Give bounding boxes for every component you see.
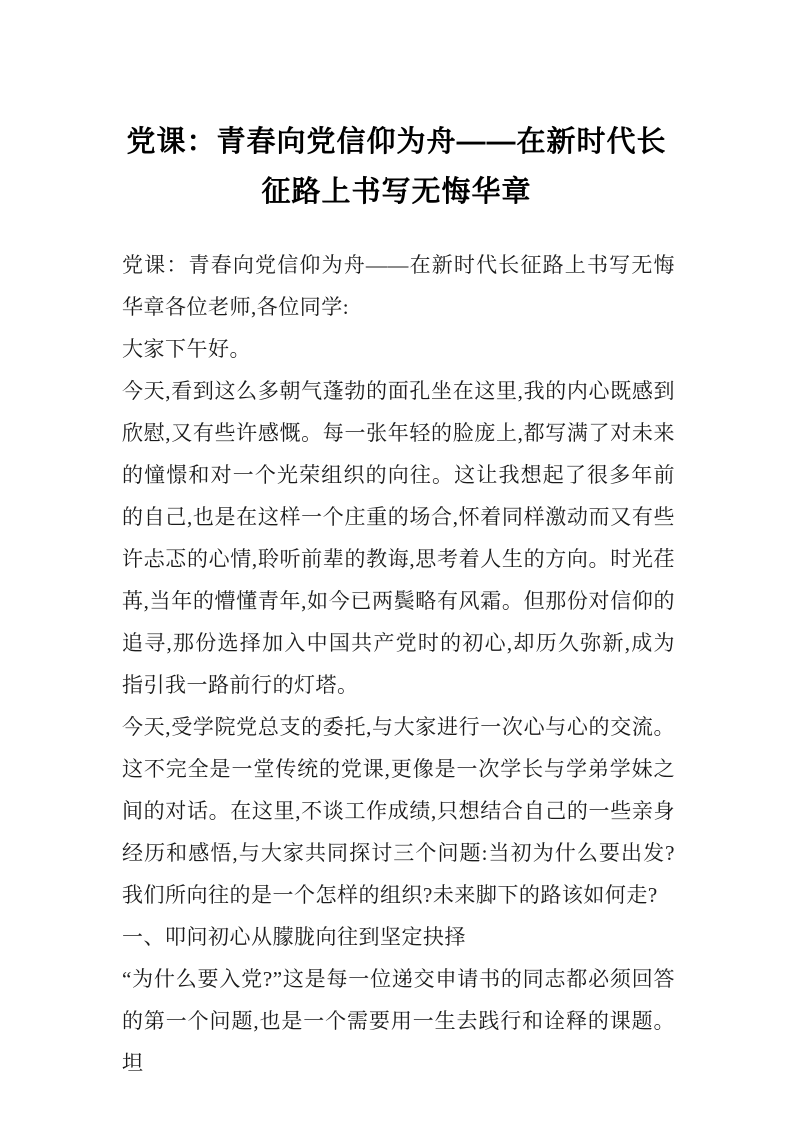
section-heading-one: 一、叩问初心从朦胧向往到坚定抉择 bbox=[122, 925, 466, 949]
paragraph-purpose: 今天,受学院党总支的委托,与大家进行一次心与心的交流。这不完全是一堂传统的党课,更像是一次学长与学弟学妹之间的对话。在这里,不谈工作成绩,只想结合自己的一些亲身经历和感悟,与大家共同探讨三个问题:当初为什么要出发?我们所向往的是一个怎样的组织?未来脚下的路该如何走? bbox=[122, 715, 675, 907]
paragraph-greeting: 大家下午好。 bbox=[122, 337, 251, 361]
paragraph-salutation: 党课：青春向党信仰为舟——在新时代长征路上书写无悔华章各位老师,各位同学: bbox=[122, 253, 675, 319]
paragraph-opening: 今天,看到这么多朝气蓬勃的面孔坐在这里,我的内心既感到欣慰,又有些许感慨。每一张年轻的脸庞上,都写满了对未来的憧憬和对一个光荣组织的向往。这让我想起了很多年前的自己,也是在这样一个庄重的场合,怀着同样激动而又有些许忐忑的心情,聆听前辈的教诲,思考着人生的方向。时光荏苒,当年的懵懂青年,如今已两鬓略有风霜。但那份对信仰的追寻,那份选择加入中国共产党时的初心,却历久弥新,成为指引我一路前行的灯塔。 bbox=[122, 379, 675, 697]
document-title: 党课：青春向党信仰为舟——在新时代长征路上书写无悔华章 bbox=[126, 126, 667, 208]
paragraph-section-one-body: “为什么要入党?”这是每一位递交申请书的同志都必须回答的第一个问题,也是一个需要用一生去践行和诠释的课题。坦 bbox=[122, 967, 675, 1075]
document-body bbox=[122, 244, 675, 1084]
